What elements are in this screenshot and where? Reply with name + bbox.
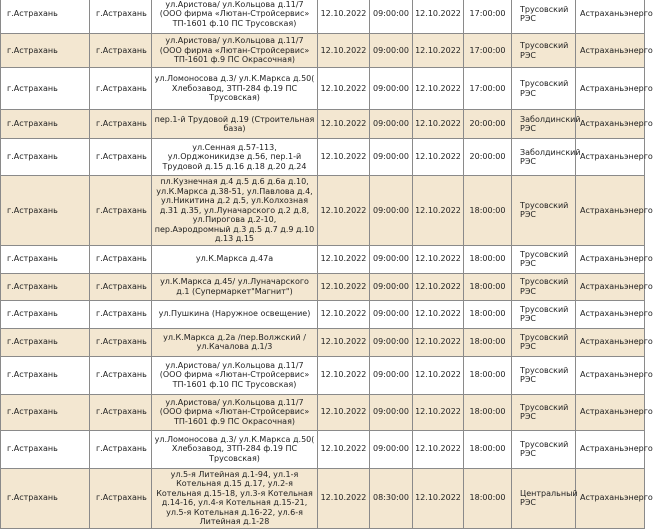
table-row (1, 300, 645, 328)
start-date-cell: 12.10.2022 (318, 34, 370, 68)
res-cell: Трусовский РЭС (512, 34, 576, 68)
settlement-cell: г.Астрахань (1, 356, 90, 394)
start-date-cell: 12.10.2022 (318, 394, 370, 430)
res-cell: Трусовский РЭС (512, 245, 576, 273)
address-cell: пл.Кузнечная д.4 д.5 д.6 д.6а д.10, ул.К.Маркса д.38-51, ул.Павлова д.4, ул.Никитина д.2 д.5, ул.Колхозная д.31 д.35, ул.Луначарского д.2 д.8, ул.Пирогова д.2-10, пер.Аэродромный д.3 д.5 д.7 д.9 д.10 д.13 д.15 (152, 176, 318, 246)
start-time-cell: 09:00:00 (370, 356, 413, 394)
start-date-cell: 12.10.2022 (318, 176, 370, 246)
start-time-cell: 09:00:00 (370, 394, 413, 430)
res-cell: Трусовский РЭС (512, 328, 576, 356)
organization-cell: Астраханьэнерго (576, 176, 645, 246)
start-date-cell: 12.10.2022 (318, 0, 370, 34)
start-date-cell: 12.10.2022 (318, 328, 370, 356)
settlement-cell: г.Астрахань (1, 176, 90, 246)
table-row (1, 245, 645, 273)
end-date-cell: 12.10.2022 (413, 110, 464, 139)
organization-cell: Астраханьэнерго (576, 0, 645, 34)
end-date-cell: 12.10.2022 (413, 468, 464, 528)
res-cell: Трусовский РЭС (512, 68, 576, 110)
address-cell: ул.5-я Литейная д.1-94, ул.1-я Котельная д.15 д.17, ул.2-я Котельная д.15-18, ул.3-я Котельная д.14-16, ул.4-я Котельная д.15-21, ул.5-я Котельная д.16-22, ул.6-я Литейная д.1-28 (152, 468, 318, 528)
city-cell: г.Астрахань (90, 356, 152, 394)
start-time-cell: 09:00:00 (370, 34, 413, 68)
city-cell: г.Астрахань (90, 110, 152, 139)
settlement-cell: г.Астрахань (1, 468, 90, 528)
end-time-cell: 18:00:00 (464, 273, 512, 300)
end-date-cell: 12.10.2022 (413, 0, 464, 34)
end-date-cell: 12.10.2022 (413, 34, 464, 68)
city-cell: г.Астрахань (90, 394, 152, 430)
settlement-cell: г.Астрахань (1, 245, 90, 273)
address-cell: ул.К.Маркса д.47а (152, 245, 318, 273)
res-cell: Трусовский РЭС (512, 430, 576, 468)
table-row (1, 139, 645, 176)
organization-cell: Астраханьэнерго (576, 394, 645, 430)
organization-cell: Астраханьэнерго (576, 245, 645, 273)
end-time-cell: 18:00:00 (464, 328, 512, 356)
city-cell: г.Астрахань (90, 430, 152, 468)
organization-cell: Астраханьэнерго (576, 110, 645, 139)
table-row (1, 394, 645, 430)
address-cell: ул.Ломоносова д.3/ ул.К.Маркса д.50( Хлебозавод, ЗТП-284 ф.19 ПС Трусовская) (152, 430, 318, 468)
start-date-cell: 12.10.2022 (318, 356, 370, 394)
address-cell: ул.К.Маркса д.2а /пер.Волжский / ул.Качалова д.1/3 (152, 328, 318, 356)
start-time-cell: 09:00:00 (370, 139, 413, 176)
address-cell: пер.1-й Трудовой д.19 (Строительная база) (152, 110, 318, 139)
organization-cell: Астраханьэнерго (576, 300, 645, 328)
res-cell: Заболдинский РЭС (512, 139, 576, 176)
res-cell: Трусовский РЭС (512, 0, 576, 34)
start-date-cell: 12.10.2022 (318, 245, 370, 273)
start-time-cell: 09:00:00 (370, 273, 413, 300)
organization-cell: Астраханьэнерго (576, 34, 645, 68)
end-date-cell: 12.10.2022 (413, 176, 464, 246)
start-date-cell: 12.10.2022 (318, 300, 370, 328)
start-time-cell: 09:00:00 (370, 0, 413, 34)
res-cell: Заболдинский РЭС (512, 110, 576, 139)
city-cell: г.Астрахань (90, 245, 152, 273)
city-cell: г.Астрахань (90, 68, 152, 110)
res-cell: Трусовский РЭС (512, 176, 576, 246)
end-date-cell: 12.10.2022 (413, 328, 464, 356)
end-time-cell: 17:00:00 (464, 0, 512, 34)
address-cell: ул.Аристова/ ул.Кольцова д.11/7 (ООО фирма «Лютан-Стройсервис» ТП-1601 ф.10 ПС Трусовская) (152, 356, 318, 394)
settlement-cell: г.Астрахань (1, 34, 90, 68)
start-time-cell: 09:00:00 (370, 110, 413, 139)
end-date-cell: 12.10.2022 (413, 356, 464, 394)
address-cell: ул.Аристова/ ул.Кольцова д.11/7 (ООО фирма «Лютан-Стройсервис» ТП-1601 ф.9 ПС Окрасочная) (152, 394, 318, 430)
address-cell: ул.Пушкина (Наружное освещение) (152, 300, 318, 328)
table-body (1, 0, 653, 528)
res-cell: Трусовский РЭС (512, 356, 576, 394)
settlement-cell: г.Астрахань (1, 110, 90, 139)
address-cell: ул.Аристова/ ул.Кольцова д.11/7 (ООО фирма «Лютан-Стройсервис» ТП-1601 ф.10 ПС Трусовская) (152, 0, 318, 34)
end-time-cell: 20:00:00 (464, 139, 512, 176)
start-date-cell: 12.10.2022 (318, 68, 370, 110)
start-time-cell: 09:00:00 (370, 68, 413, 110)
start-date-cell: 12.10.2022 (318, 430, 370, 468)
settlement-cell: г.Астрахань (1, 328, 90, 356)
table-row (1, 0, 645, 34)
end-time-cell: 17:00:00 (464, 68, 512, 110)
table-row (1, 176, 645, 246)
end-time-cell: 18:00:00 (464, 356, 512, 394)
address-cell: ул.Сенная д.57-113, ул.Орджоникидзе д.56, пер.1-й Трудовой д.15 д.16 д.18 д.20 д.24 (152, 139, 318, 176)
settlement-cell: г.Астрахань (1, 430, 90, 468)
city-cell: г.Астрахань (90, 139, 152, 176)
table-row (1, 328, 645, 356)
settlement-cell: г.Астрахань (1, 139, 90, 176)
start-date-cell: 12.10.2022 (318, 139, 370, 176)
city-cell: г.Астрахань (90, 328, 152, 356)
end-time-cell: 18:00:00 (464, 176, 512, 246)
settlement-cell: г.Астрахань (1, 300, 90, 328)
organization-cell: Астраханьэнерго (576, 68, 645, 110)
start-date-cell: 12.10.2022 (318, 468, 370, 528)
table-row (1, 356, 645, 394)
city-cell: г.Астрахань (90, 300, 152, 328)
address-cell: ул.К.Маркса д.45/ ул.Луначарского д.1 (Супермаркет"Магнит") (152, 273, 318, 300)
start-time-cell: 09:00:00 (370, 300, 413, 328)
organization-cell: Астраханьэнерго (576, 430, 645, 468)
end-date-cell: 12.10.2022 (413, 394, 464, 430)
end-time-cell: 18:00:00 (464, 300, 512, 328)
city-cell: г.Астрахань (90, 273, 152, 300)
settlement-cell: г.Астрахань (1, 0, 90, 34)
city-cell: г.Астрахань (90, 34, 152, 68)
address-cell: ул.Аристова/ ул.Кольцова д.11/7 (ООО фирма «Лютан-Стройсервис» ТП-1601 ф.9 ПС Окрасочная) (152, 34, 318, 68)
table-row (1, 273, 645, 300)
settlement-cell: г.Астрахань (1, 68, 90, 110)
end-time-cell: 18:00:00 (464, 468, 512, 528)
end-time-cell: 18:00:00 (464, 430, 512, 468)
table-row (1, 68, 645, 110)
start-time-cell: 09:00:00 (370, 176, 413, 246)
table-row (1, 468, 645, 528)
start-time-cell: 09:00:00 (370, 245, 413, 273)
end-time-cell: 20:00:00 (464, 110, 512, 139)
end-date-cell: 12.10.2022 (413, 68, 464, 110)
end-date-cell: 12.10.2022 (413, 273, 464, 300)
address-cell: ул.Ломоносова д.3/ ул.К.Маркса д.50( Хлебозавод, ЗТП-284 ф.19 ПС Трусовская) (152, 68, 318, 110)
city-cell: г.Астрахань (90, 0, 152, 34)
organization-cell: Астраханьэнерго (576, 328, 645, 356)
city-cell: г.Астрахань (90, 468, 152, 528)
settlement-cell: г.Астрахань (1, 394, 90, 430)
start-time-cell: 08:30:00 (370, 468, 413, 528)
organization-cell: Астраханьэнерго (576, 356, 645, 394)
settlement-cell: г.Астрахань (1, 273, 90, 300)
start-time-cell: 09:00:00 (370, 328, 413, 356)
table-row (1, 110, 645, 139)
end-date-cell: 12.10.2022 (413, 300, 464, 328)
start-time-cell: 09:00:00 (370, 430, 413, 468)
res-cell: Трусовский РЭС (512, 394, 576, 430)
end-time-cell: 18:00:00 (464, 394, 512, 430)
res-cell: Трусовский РЭС (512, 273, 576, 300)
table-row (1, 430, 645, 468)
end-date-cell: 12.10.2022 (413, 139, 464, 176)
table-row (1, 34, 645, 68)
end-date-cell: 12.10.2022 (413, 430, 464, 468)
organization-cell: Астраханьэнерго (576, 139, 645, 176)
res-cell: Трусовский РЭС (512, 300, 576, 328)
end-time-cell: 18:00:00 (464, 245, 512, 273)
organization-cell: Астраханьэнерго (576, 468, 645, 528)
start-date-cell: 12.10.2022 (318, 273, 370, 300)
res-cell: Центральный РЭС (512, 468, 576, 528)
start-date-cell: 12.10.2022 (318, 110, 370, 139)
organization-cell: Астраханьэнерго (576, 273, 645, 300)
city-cell: г.Астрахань (90, 176, 152, 246)
end-date-cell: 12.10.2022 (413, 245, 464, 273)
end-time-cell: 17:00:00 (464, 34, 512, 68)
